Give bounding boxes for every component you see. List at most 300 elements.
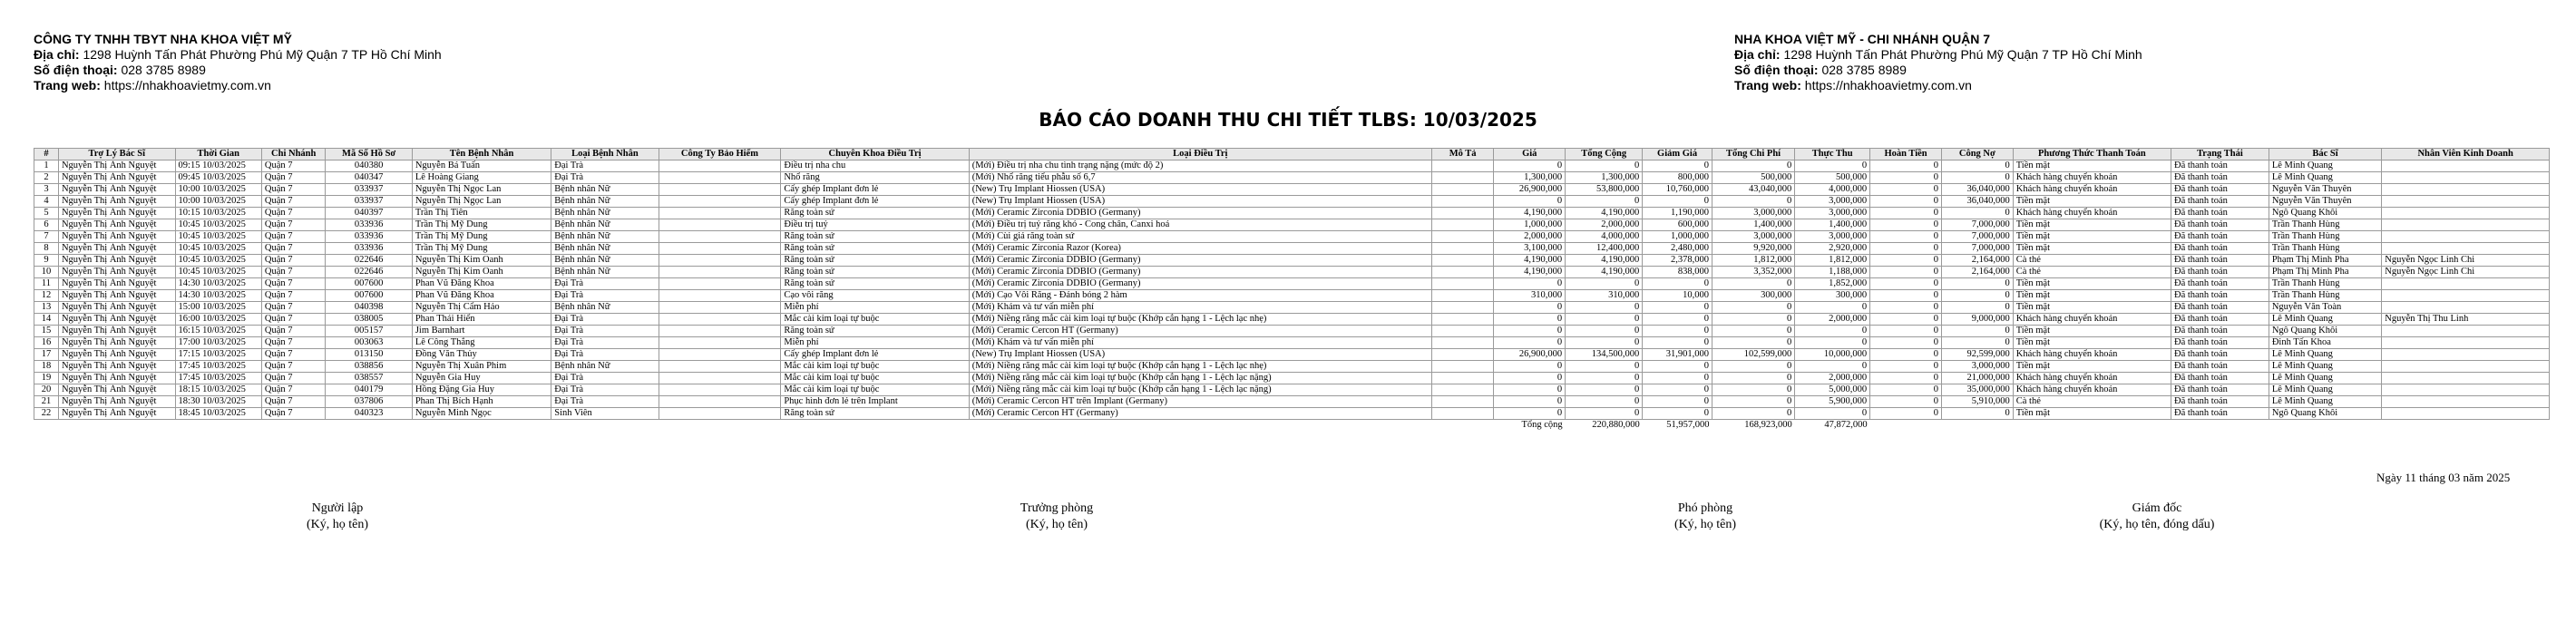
table-cell [659,361,781,373]
table-cell: 10:00 10/03/2025 [175,184,261,196]
table-cell: 040179 [326,384,412,396]
table-cell: 0 [1566,384,1643,396]
column-header: Mã Số Hồ Sơ [326,149,412,160]
table-cell: 0 [1941,160,2013,172]
table-cell: Nguyễn Thị Ánh Nguyệt [58,302,175,314]
table-cell: Đại Trà [551,384,659,396]
table-cell: 0 [1712,302,1794,314]
table-cell: 0 [1712,396,1794,408]
table-cell: Đã thanh toán [2171,160,2269,172]
table-cell: 0 [1566,361,1643,373]
table-cell [2382,184,2550,196]
table-cell: 500,000 [1712,172,1794,184]
table-cell: Điều trị nha chu [781,160,969,172]
table-cell [2382,337,2550,349]
table-cell: Khách hàng chuyển khoản [2013,384,2171,396]
table-cell: 2,000,000 [1566,219,1643,231]
table-cell [1431,267,1493,278]
table-cell: Quận 7 [261,361,326,373]
table-cell: Đã thanh toán [2171,255,2269,267]
table-cell: 0 [1870,172,1942,184]
column-header: Trạng Thái [2171,149,2269,160]
column-header: Tổng Cộng [1566,149,1643,160]
column-header: Giá [1494,149,1566,160]
table-cell: 038005 [326,314,412,326]
table-cell: 2,378,000 [1643,255,1712,267]
table-cell [2382,278,2550,290]
table-cell: Phạm Thị Minh Pha [2269,255,2381,267]
table-row [34,349,2550,361]
table-cell: 0 [1870,337,1942,349]
table-cell: Cà thẻ [2013,255,2171,267]
table-cell [2382,219,2550,231]
table-cell [1431,302,1493,314]
table-cell: Cà thẻ [2013,267,2171,278]
table-cell: 7,000,000 [1941,219,2013,231]
table-cell: 038856 [326,361,412,373]
branch-phone: Số điện thoại: 028 3785 8989 [1734,63,1907,77]
table-cell: 040397 [326,208,412,219]
column-header: Thời Gian [175,149,261,160]
table-cell: 43,040,000 [1712,184,1794,196]
table-cell: Quận 7 [261,243,326,255]
table-cell: Mắc cài kim loại tự buộc [781,384,969,396]
table-cell: Quận 7 [261,231,326,243]
table-cell: 3,000,000 [1795,196,1870,208]
table-cell: Tiền mặt [2013,278,2171,290]
table-cell [2382,231,2550,243]
signature-deputy-head: Phó phòng (Ký, họ tên) [1673,501,1737,531]
table-cell: 0 [1566,396,1643,408]
table-cell [1431,172,1493,184]
table-cell: 0 [1494,302,1566,314]
table-cell: Đã thanh toán [2171,326,2269,337]
table-cell: 0 [1941,326,2013,337]
table-cell: 0 [1494,408,1566,420]
table-cell: 4,000,000 [1566,231,1643,243]
table-cell: 0 [1643,408,1712,420]
table-cell: 4 [34,196,59,208]
company-name: CÔNG TY TNHH TBYT NHA KHOA VIỆT MỸ [34,32,292,46]
table-cell: 0 [1566,278,1643,290]
table-cell: Lê Minh Quang [2269,160,2381,172]
table-cell: 3,000,000 [1795,231,1870,243]
table-cell [659,231,781,243]
table-row [34,172,2550,184]
totals-value: 168,923,000 [1744,420,1792,430]
table-cell: Đã thanh toán [2171,196,2269,208]
table-cell [2382,290,2550,302]
table-cell: Jim Barnhart [412,326,551,337]
totals-label: Tổng cộng [1521,420,1563,430]
table-row [34,302,2550,314]
table-cell: Phan Thị Bích Hạnh [412,396,551,408]
table-cell: 0 [1712,337,1794,349]
table-cell: 0 [1870,243,1942,255]
table-cell: Nguyễn Thị Ánh Nguyệt [58,243,175,255]
table-cell: 0 [1795,160,1870,172]
table-row [34,326,2550,337]
totals-empty-cell [58,420,175,432]
table-cell [1431,326,1493,337]
table-cell: (Mới) Nhổ răng tiểu phẫu số 6,7 [969,172,1431,184]
table-cell: Đại Trà [551,349,659,361]
table-cell: 9,920,000 [1712,243,1794,255]
table-cell: 0 [1870,231,1942,243]
table-cell: Quận 7 [261,255,326,267]
table-cell: Tiền mặt [2013,290,2171,302]
table-cell [2382,160,2550,172]
table-cell: 4,190,000 [1494,267,1566,278]
totals-empty-cell [326,420,412,432]
table-cell: 12,400,000 [1566,243,1643,255]
table-cell: 2,000,000 [1795,373,1870,384]
table-cell: 0 [1494,361,1566,373]
table-cell: 0 [1795,302,1870,314]
table-cell: Quận 7 [261,349,326,361]
report-date-line: Ngày 11 tháng 03 năm 2025 [2376,471,2511,484]
table-cell: Nhổ răng [781,172,969,184]
table-cell: Quận 7 [261,208,326,219]
revenue-table [34,148,2550,431]
table-cell: 15:00 10/03/2025 [175,302,261,314]
table-cell: Miễn phí [781,302,969,314]
table-cell: 1,000,000 [1643,231,1712,243]
table-cell: Răng toàn sứ [781,267,969,278]
table-cell: Cấy ghép Implant đơn lẻ [781,196,969,208]
table-cell: Ngô Quang Khôi [2269,208,2381,219]
table-cell: (New) Trụ Implant Hiossen (USA) [969,184,1431,196]
table-cell: 4,000,000 [1795,184,1870,196]
table-cell: 3,352,000 [1712,267,1794,278]
table-cell [1431,278,1493,290]
table-cell: 2,164,000 [1941,255,2013,267]
table-cell: Nguyễn Thị Ánh Nguyệt [58,326,175,337]
table-cell: 4,190,000 [1494,255,1566,267]
table-cell: Phan Vũ Đăng Khoa [412,278,551,290]
table-cell: 0 [1494,326,1566,337]
table-cell: 0 [1795,408,1870,420]
table-cell: 0 [1870,255,1942,267]
table-cell: Đã thanh toán [2171,267,2269,278]
table-cell: 102,599,000 [1712,349,1794,361]
table-cell: Nguyễn Thị Kim Oanh [412,255,551,267]
table-cell: 0 [1494,278,1566,290]
table-cell: Nguyễn Văn Thuyên [2269,184,2381,196]
column-header: Mô Tả [1431,149,1493,160]
table-cell [1431,349,1493,361]
table-cell: 2,480,000 [1643,243,1712,255]
table-cell: 300,000 [1795,290,1870,302]
table-cell: 21,000,000 [1941,373,2013,384]
table-cell: 0 [1870,184,1942,196]
table-cell: (Mới) Ceramic Zirconia DDBIO (Germany) [969,208,1431,219]
table-cell: Răng toàn sứ [781,255,969,267]
table-cell: 0 [1643,160,1712,172]
column-header: Bác Sĩ [2269,149,2381,160]
table-cell: Nguyễn Thị Ánh Nguyệt [58,349,175,361]
table-cell: Hồng Đặng Gia Huy [412,384,551,396]
table-cell: Cấy ghép Implant đơn lẻ [781,349,969,361]
table-cell: 20 [34,384,59,396]
table-cell: (Mới) Ceramic Cercon HT trên Implant (Germany) [969,396,1431,408]
table-cell: Đại Trà [551,172,659,184]
table-cell: 0 [1712,314,1794,326]
table-cell [1431,373,1493,384]
company-phone: Số điện thoại: 028 3785 8989 [34,63,206,77]
table-cell: Lê Hoàng Giang [412,172,551,184]
table-cell [659,160,781,172]
table-cell: 0 [1870,396,1942,408]
table-row [34,255,2550,267]
table-cell [659,196,781,208]
table-cell: Tiền mặt [2013,337,2171,349]
table-cell: 0 [1643,384,1712,396]
branch-website: Trang web: https://nhakhoavietmy.com.vn [1734,78,1972,92]
table-cell: Đã thanh toán [2171,384,2269,396]
signature-director: Giám đốc (Ký, họ tên, đóng dấu) [2099,501,2215,531]
table-cell [659,408,781,420]
table-cell: 10,000 [1643,290,1712,302]
table-cell: (Mới) Điều trị tuỷ răng khó - Cong chân, Canxi hoá [969,219,1431,231]
table-cell: 0 [1494,384,1566,396]
table-cell: Đã thanh toán [2171,314,2269,326]
table-cell: 1,188,000 [1795,267,1870,278]
table-cell: Bệnh nhân Nữ [551,184,659,196]
table-cell: Khách hàng chuyển khoản [2013,172,2171,184]
table-cell: Nguyễn Minh Ngọc [412,408,551,420]
table-cell: 1,190,000 [1643,208,1712,219]
table-cell: Trần Thị Tiên [412,208,551,219]
table-cell [2382,326,2550,337]
table-cell: 007600 [326,290,412,302]
table-cell: Quận 7 [261,326,326,337]
table-cell: Khách hàng chuyển khoản [2013,373,2171,384]
table-cell: 3,000,000 [1795,208,1870,219]
table-cell: 1,812,000 [1795,255,1870,267]
table-cell: 003063 [326,337,412,349]
table-cell: 10:15 10/03/2025 [175,208,261,219]
table-cell: 0 [1870,349,1942,361]
table-cell: Trần Thanh Hùng [2269,278,2381,290]
table-cell: Nguyễn Thị Thu Linh [2382,314,2550,326]
table-cell: 15 [34,326,59,337]
table-cell: 0 [1643,396,1712,408]
table-cell: 0 [1712,278,1794,290]
table-cell: 0 [1712,361,1794,373]
table-cell: Đã thanh toán [2171,290,2269,302]
table-cell: 0 [1643,314,1712,326]
table-cell: 0 [1494,160,1566,172]
table-cell: (New) Trụ Implant Hiossen (USA) [969,196,1431,208]
branch-name: NHA KHOA VIỆT MỸ - CHI NHÁNH QUẬN 7 [1734,32,1991,46]
totals-empty-cell [781,420,969,432]
totals-empty-cell [1941,420,2013,432]
table-cell: 10 [34,267,59,278]
table-cell: Nguyễn Thị Cẩm Hảo [412,302,551,314]
table-cell: 1,400,000 [1712,219,1794,231]
table-cell: Đã thanh toán [2171,172,2269,184]
table-row [34,290,2550,302]
column-header: Tổng Chi Phí [1712,149,1794,160]
table-cell: 033937 [326,184,412,196]
table-cell: (Mới) Khám và tư vấn miễn phí [969,337,1431,349]
table-cell: 033937 [326,196,412,208]
table-cell: 4,190,000 [1566,208,1643,219]
table-cell: 8 [34,243,59,255]
table-cell: 0 [1941,278,2013,290]
table-cell: (Mới) Khám và tư vấn miễn phí [969,302,1431,314]
table-cell: Đại Trà [551,326,659,337]
table-cell [659,384,781,396]
table-cell: 3,000,000 [1712,231,1794,243]
table-cell: (Mới) Cùi giả răng toàn sứ [969,231,1431,243]
table-cell: 0 [1870,384,1942,396]
table-cell: Bệnh nhân Nữ [551,196,659,208]
table-cell: Trần Thanh Hùng [2269,219,2381,231]
table-cell: Nguyễn Thị Ánh Nguyệt [58,208,175,219]
table-cell [659,349,781,361]
table-cell: Nguyễn Thị Ánh Nguyệt [58,196,175,208]
table-cell: Răng toàn sứ [781,208,969,219]
table-cell: (Mới) Cạo Vôi Răng - Đánh bóng 2 hàm [969,290,1431,302]
table-cell: Khách hàng chuyển khoản [2013,314,2171,326]
table-cell: 0 [1643,337,1712,349]
table-cell: 4,190,000 [1566,255,1643,267]
table-cell: Răng toàn sứ [781,278,969,290]
table-cell: 0 [1566,314,1643,326]
table-cell: Đại Trà [551,396,659,408]
table-cell: 007600 [326,278,412,290]
table-cell: 040380 [326,160,412,172]
table-cell: 35,000,000 [1941,384,2013,396]
table-cell: 038557 [326,373,412,384]
signature-preparer: Người lập (Ký, họ tên) [306,501,369,531]
table-cell: Tiền mặt [2013,361,2171,373]
table-cell: Nguyễn Thị Ánh Nguyệt [58,184,175,196]
table-cell: 134,500,000 [1566,349,1643,361]
table-cell: Nguyễn Thị Ánh Nguyệt [58,255,175,267]
table-row [34,337,2550,349]
table-cell: Trần Thanh Hùng [2269,231,2381,243]
table-cell: 09:15 10/03/2025 [175,160,261,172]
table-row [34,314,2550,326]
table-cell: 300,000 [1712,290,1794,302]
table-cell [1431,361,1493,373]
table-cell: Nguyễn Bá Tuấn [412,160,551,172]
table-cell: Mắc cài kim loại tự buộc [781,361,969,373]
table-cell: Lê Minh Quang [2269,361,2381,373]
column-header: Giảm Giá [1643,149,1712,160]
table-cell: 0 [1870,302,1942,314]
table-cell: Nguyễn Thị Ánh Nguyệt [58,231,175,243]
totals-empty-cell [412,420,551,432]
table-cell: Lê Minh Quang [2269,396,2381,408]
table-cell: Nguyễn Thị Ánh Nguyệt [58,278,175,290]
table-cell: 0 [1941,302,2013,314]
table-cell: Quận 7 [261,302,326,314]
table-cell: 0 [1941,208,2013,219]
table-cell: 838,000 [1643,267,1712,278]
table-cell: 0 [1566,373,1643,384]
table-cell: 037806 [326,396,412,408]
table-cell: Đã thanh toán [2171,361,2269,373]
column-header: # [34,149,59,160]
table-row [34,396,2550,408]
column-header: Chi Nhánh [261,149,326,160]
table-cell: 3 [34,184,59,196]
table-cell [1431,208,1493,219]
table-cell: 1,300,000 [1494,172,1566,184]
table-cell: 0 [1643,326,1712,337]
table-cell: 0 [1941,408,2013,420]
table-cell: Bệnh nhân Nữ [551,219,659,231]
table-cell: 033936 [326,243,412,255]
table-cell: Nguyễn Thị Ánh Nguyệt [58,267,175,278]
table-cell [659,267,781,278]
table-cell: Mắc cài kim loại tự buộc [781,373,969,384]
totals-value: 220,880,000 [1592,420,1640,430]
table-cell: 0 [1712,384,1794,396]
table-cell: Cấy ghép Implant đơn lẻ [781,184,969,196]
table-cell: Đã thanh toán [2171,396,2269,408]
totals-empty-cell [2382,420,2550,432]
table-cell: Đại Trà [551,373,659,384]
table-cell: Điều trị tuỷ [781,219,969,231]
report-title: BÁO CÁO DOANH THU CHI TIẾT TLBS: 10/03/2025 [1039,109,1537,131]
table-cell: 53,800,000 [1566,184,1643,196]
table-cell: 0 [1870,278,1942,290]
column-header: Chuyên Khoa Điều Trị [781,149,969,160]
table-cell [2382,196,2550,208]
table-cell: 0 [1870,314,1942,326]
table-cell: 17:00 10/03/2025 [175,337,261,349]
table-cell: (Mới) Niềng răng mắc cài kim loại tự buộc (Khớp cắn hạng 1 - Lệch lạc nhẹ) [969,361,1431,373]
table-cell: 1,300,000 [1566,172,1643,184]
table-cell: 2,164,000 [1941,267,2013,278]
table-cell: Lê Minh Quang [2269,314,2381,326]
totals-empty-cell [1870,420,1942,432]
table-cell: 11 [34,278,59,290]
table-cell: 310,000 [1494,290,1566,302]
table-cell: Nguyễn Thị Ánh Nguyệt [58,384,175,396]
table-cell: 0 [1643,196,1712,208]
table-cell: Đã thanh toán [2171,337,2269,349]
table-cell: Nguyễn Thị Ánh Nguyệt [58,290,175,302]
table-cell: 500,000 [1795,172,1870,184]
table-cell: Nguyễn Thị Ánh Nguyệt [58,172,175,184]
table-cell: Quận 7 [261,384,326,396]
table-cell: Ngô Quang Khôi [2269,408,2381,420]
table-cell: 0 [1494,337,1566,349]
table-cell [1431,231,1493,243]
column-header: Loại Điều Trị [969,149,1431,160]
table-cell: 31,901,000 [1643,349,1712,361]
table-cell: 4,190,000 [1566,267,1643,278]
table-cell: Đinh Tấn Khoa [2269,337,2381,349]
table-cell: 18:15 10/03/2025 [175,384,261,396]
table-cell: 22 [34,408,59,420]
company-address: Địa chỉ: 1298 Huỳnh Tấn Phát Phường Phú Mỹ Quận 7 TP Hồ Chí Minh [34,47,442,62]
table-cell: 0 [1494,314,1566,326]
table-cell: Khách hàng chuyển khoản [2013,184,2171,196]
table-cell: 16:00 10/03/2025 [175,314,261,326]
table-cell: Quận 7 [261,160,326,172]
table-cell: Đã thanh toán [2171,243,2269,255]
table-cell [2382,373,2550,384]
table-row [34,267,2550,278]
table-cell [2382,349,2550,361]
